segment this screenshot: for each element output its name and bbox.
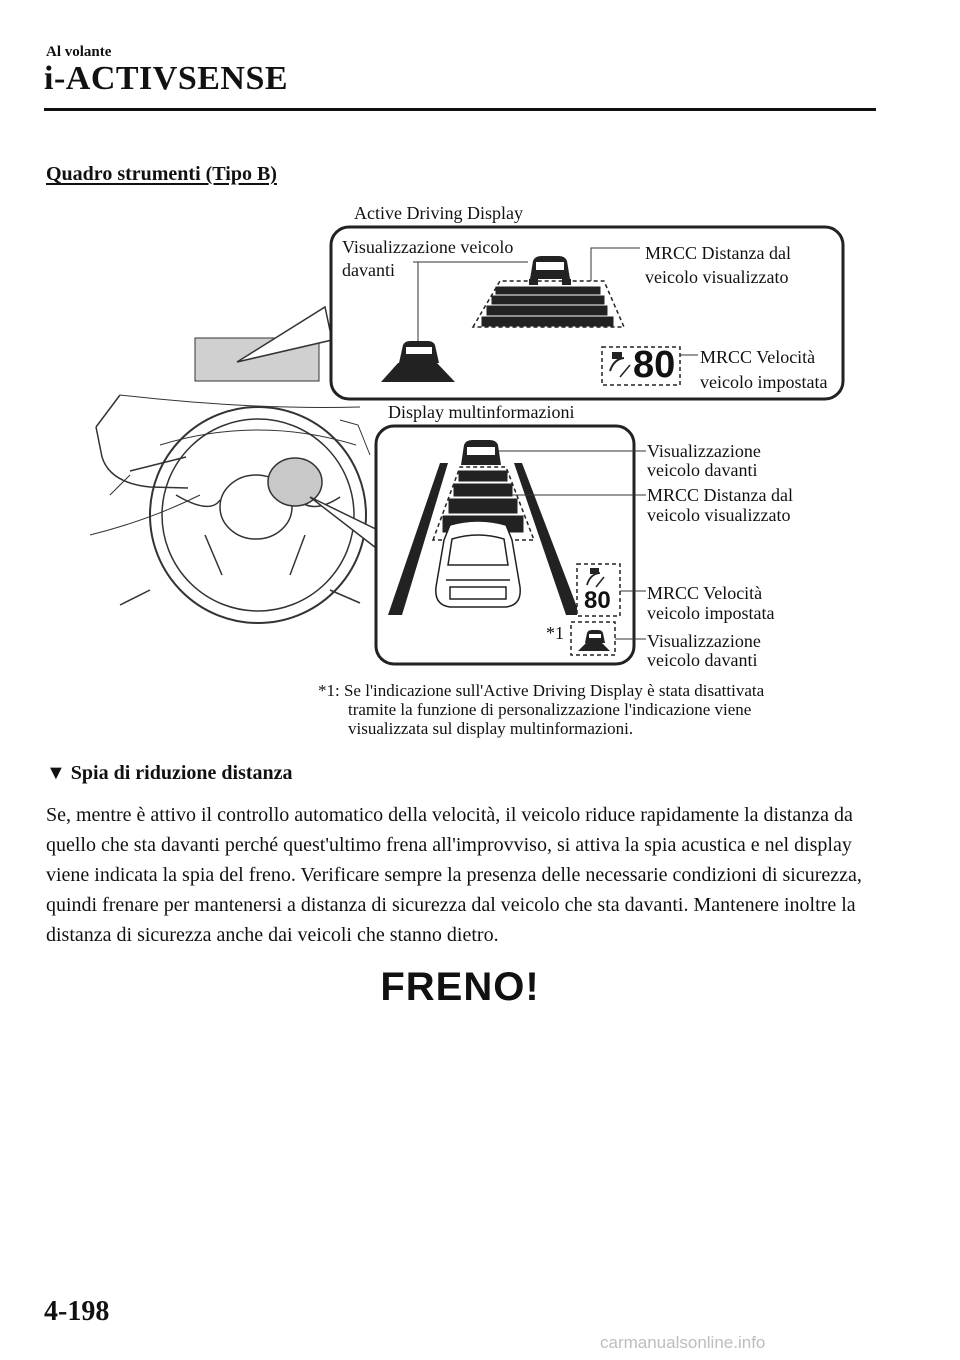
section-title: Quadro strumenti (Tipo B) [46,163,277,185]
mid-own-car-illustration [436,521,520,607]
multi-info-display-label: Display multinformazioni [388,402,575,422]
mid-preceding-vehicle-label-line2: veicolo davanti [647,460,758,480]
mid-speed-label-line1: MRCC Velocità [647,583,763,603]
mid-footnote-marker: *1 [546,623,564,643]
brake-warning-text: FRENO! [380,965,540,1009]
figure-footnote [318,681,764,738]
subsection-title: ▼ Spia di riduzione distanza [46,762,293,784]
hud-preceding-vehicle-label-line2: davanti [342,260,395,280]
footnote-line-2: tramite la funzione di personalizzazione l'indicazione viene [348,700,752,719]
hud-distance-label-line2: veicolo visualizzato [645,267,789,287]
mid-preceding-vehicle-label2-line2: veicolo davanti [647,650,758,670]
footnote-line-3: visualizzata sul display multinformazioni. [348,719,634,738]
hud-speed-label-line2: veicolo impostata [700,372,828,392]
mid-distance-label-line1: MRCC Distanza dal [647,485,793,505]
mid-small-car-box [571,622,615,655]
hud-speed-value: 80 [633,344,676,386]
body-paragraph: Se, mentre è attivo il controllo automatico della velocità, il veicolo riduce rapidamente la distanza da quello che sta davanti perché quest'ultimo frena all'improvviso, si attiva la spia acustica e nel display viene indicata la spia del freno. Verificare sempre la presenza delle necessarie condizioni di sicurezza, quindi frenare per mantenersi a distanza di sicurezza dal veicolo che sta davanti. Mantenere inoltre la distanza di sicurezza anche dai veicoli che stanno dietro. [46,804,862,946]
hud-distance-bars [473,281,624,327]
page-title: i-ACTIVSENSE [44,60,289,97]
mid-speed-label-line2: veicolo impostata [647,603,775,623]
hud-speed-label-line1: MRCC Velocità [700,347,816,367]
hud-distance-label-line1: MRCC Distanza dal [645,243,791,263]
active-driving-display-label: Active Driving Display [354,203,523,223]
footnote-line-1: *1: Se l'indicazione sull'Active Driving Display è stata disattivata [318,681,765,700]
mid-pointer [310,497,384,551]
title-rule [44,108,876,111]
instrument-cluster-figure [0,195,960,755]
chapter-label: Al volante [46,44,112,60]
mid-preceding-car-icon [461,440,501,465]
mid-preceding-vehicle-label2-line1: Visualizzazione [647,631,761,651]
mid-preceding-vehicle-label-line1: Visualizzazione [647,441,761,461]
watermark: carmanualsonline.info [600,1333,766,1352]
mid-speed-value: 80 [584,587,611,614]
mid-distance-label-line2: veicolo visualizzato [647,505,791,525]
figure-illustration [0,195,960,755]
hud-preceding-vehicle-label-line1: Visualizzazione veicolo [342,237,514,257]
page-number: 4-198 [44,1296,110,1327]
